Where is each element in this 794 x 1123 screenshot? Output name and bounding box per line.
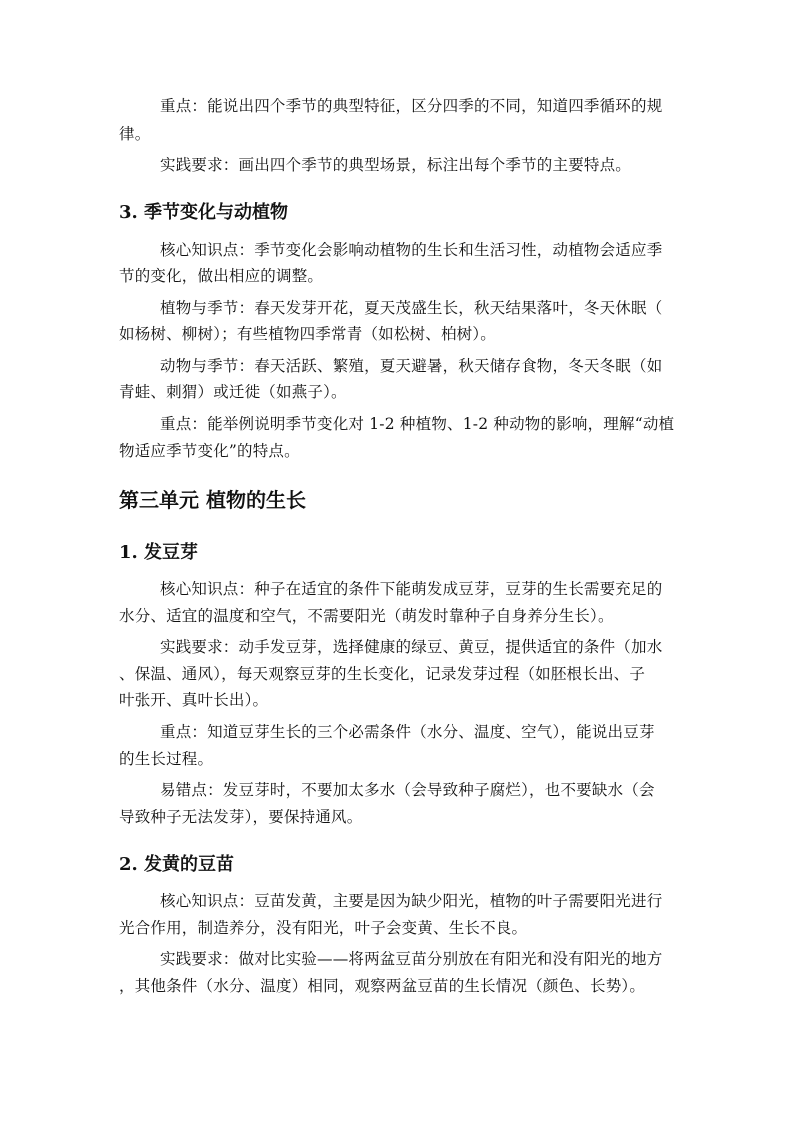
- paragraph-line: 、保温、通风），每天观察豆芽的生长变化，记录发芽过程（如胚根长出、子: [119, 665, 646, 683]
- paragraph-line: 核心知识点：季节变化会影响动植物的生长和生活习性，动植物会适应季: [160, 241, 663, 259]
- paragraph-line: 实践要求：动手发豆芽，选择健康的绿豆、黄豆，提供适宜的条件（加水: [160, 638, 663, 656]
- paragraph-line: 物适应季节变化”的特点。: [119, 442, 300, 460]
- paragraph-line: 植物与季节：春天发芽开花，夏天茂盛生长，秋天结果落叶，冬天休眠（: [160, 299, 663, 317]
- paragraph-line: 动物与季节：春天活跃、繁殖，夏天避暑，秋天储存食物，冬天冬眠（如: [160, 357, 663, 375]
- paragraph-line: 易错点：发豆芽时，不要加太多水（会导致种子腐烂），也不要缺水（会: [160, 781, 655, 799]
- paragraph-line: 青蛙、刺猬）或迁徙（如燕子）。: [119, 383, 347, 401]
- paragraph-line: 的生长过程。: [119, 750, 214, 768]
- paragraph-line: 核心知识点：豆苗发黄，主要是因为缺少阳光，植物的叶子需要阳光进行: [160, 892, 663, 910]
- unit-title: 第三单元 植物的生长: [119, 488, 306, 512]
- paragraph-line: 重点：能说出四个季节的典型特征，区分四季的不同，知道四季循环的规: [160, 97, 663, 115]
- paragraph-line: 实践要求：画出四个季节的典型场景，标注出每个季节的主要特点。: [160, 156, 632, 174]
- paragraph-line: 核心知识点：种子在适宜的条件下能萌发成豆芽，豆芽的生长需要充足的: [160, 580, 663, 598]
- paragraph-line: ，其他条件（水分、温度）相同，观察两盆豆苗的生长情况（颜色、长势）。: [119, 977, 646, 995]
- paragraph-line: 水分、适宜的温度和空气，不需要阳光（萌发时靠种子自身养分生长）。: [119, 607, 614, 625]
- paragraph-line: 重点：知道豆芽生长的三个必需条件（水分、温度、空气），能说出豆芽: [160, 723, 655, 741]
- section-heading: 3. 季节变化与动植物: [119, 202, 289, 223]
- paragraph-line: 重点：能举例说明季节变化对 1-2 种植物、1-2 种动物的影响，理解“动植: [160, 415, 675, 433]
- section-heading: 1. 发豆芽: [119, 542, 199, 563]
- paragraph-line: 节的变化，做出相应的调整。: [119, 267, 324, 285]
- paragraph-line: 光合作用，制造养分，没有阳光，叶子会变黄、生长不良。: [119, 919, 528, 937]
- section-heading: 2. 发黄的豆苗: [119, 854, 235, 875]
- paragraph-line: 律。: [119, 125, 151, 143]
- paragraph-line: 叶张开、真叶长出）。: [119, 691, 269, 709]
- paragraph-line: 如杨树、柳树）；有些植物四季常青（如松树、柏树）。: [119, 325, 497, 343]
- paragraph-line: 导致种子无法发芽），要保持通风。: [119, 808, 363, 826]
- paragraph-line: 实践要求：做对比实验——将两盆豆苗分别放在有阳光和没有阳光的地方: [160, 950, 663, 968]
